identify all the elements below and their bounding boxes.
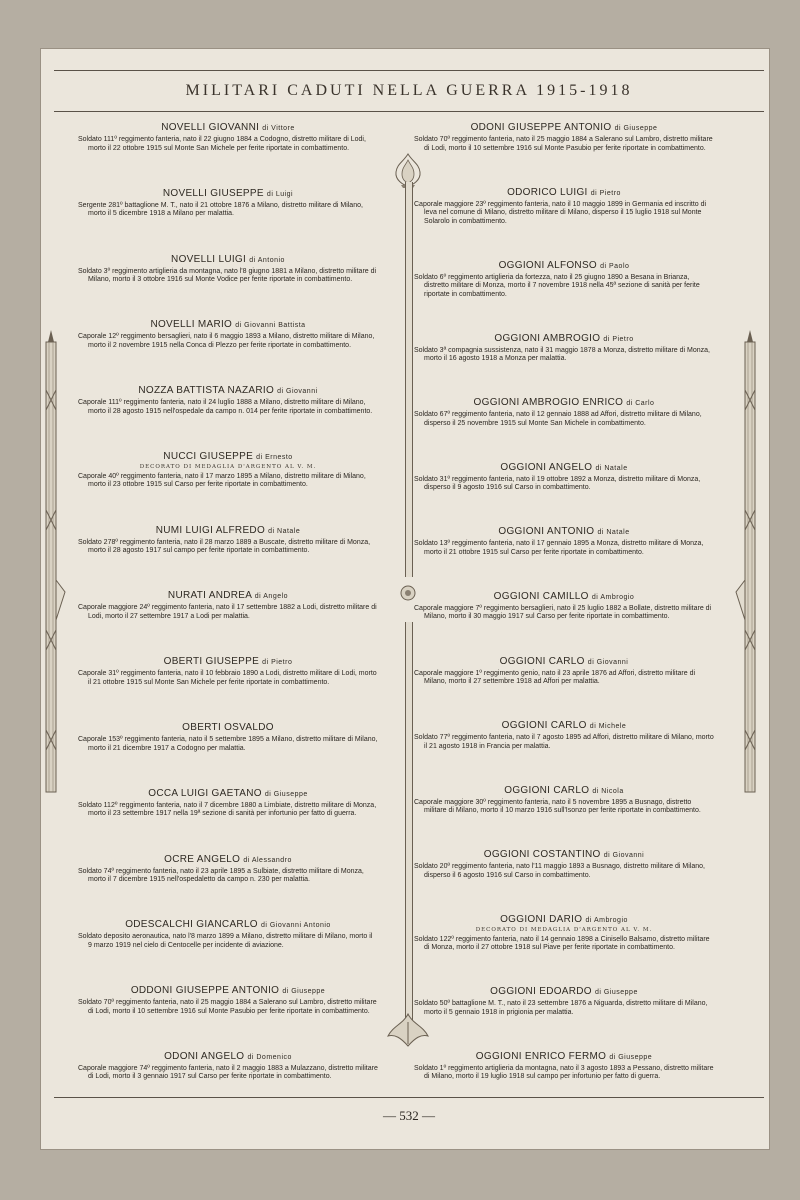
obituary-entry bbox=[78, 451, 378, 490]
right-fasces-icon bbox=[735, 330, 765, 800]
entry-name bbox=[414, 260, 714, 271]
soldier-name: NUCCI GIUSEPPE bbox=[163, 450, 254, 462]
left-column bbox=[78, 122, 378, 1082]
soldier-name: NOVELLI LUIGI bbox=[171, 253, 247, 265]
parent-name: di Carlo bbox=[626, 400, 655, 408]
obituary-entry bbox=[414, 122, 714, 153]
entry-text: Soldato 31º reggimento fanteria, nato il 19 ottobre 1892 a Monza, distretto militare di Monza, disperso il 9 agosto 1916 sul Carso in combattimento. bbox=[414, 475, 701, 492]
obituary-entry bbox=[414, 720, 714, 751]
entry-name bbox=[78, 722, 378, 733]
soldier-name: ODESCALCHI GIANCARLO bbox=[125, 919, 258, 931]
soldier-name: OCRE ANGELO bbox=[164, 853, 241, 865]
soldier-name: ODONI GIUSEPPE ANTONIO bbox=[470, 122, 612, 133]
entry-text: Soldato 111º reggimento fanteria, nato il 22 giugno 1884 a Codogno, distretto militare di Lodi, morto il 22 ottobre 1915 sul Monte San Michele per ferite riportate in combattimento. bbox=[78, 136, 366, 152]
page-footer bbox=[54, 1100, 764, 1132]
parent-name: di Giuseppe bbox=[282, 988, 326, 996]
entry-text: Soldato 122º reggimento fanteria, nato il 14 gennaio 1898 a Cinisello Balsamo, distretto militare di Monza, morto il 27 ottobre 1918 sul Piave per ferite riportate in combattimento. bbox=[414, 935, 710, 952]
entry-name bbox=[414, 333, 714, 344]
entry-name bbox=[414, 986, 714, 997]
obituary-entry bbox=[78, 985, 378, 1016]
parent-name: di Giovanni Battista bbox=[235, 322, 306, 330]
obituary-entry bbox=[78, 525, 378, 556]
obituary-entry bbox=[414, 785, 714, 816]
entry-text: Caporale 111º reggimento fanteria, nato il 24 luglio 1888 a Milano, distretto militare di Milano, morto il 28 agosto 1915 nell'ospedale da campo n. 014 per ferite riportate in combattimento. bbox=[78, 399, 373, 415]
parent-name: di Natale bbox=[268, 527, 301, 535]
soldier-name: OGGIONI ENRICO FERMO bbox=[475, 1050, 607, 1062]
entry-text: Soldato 3ª compagnia sussistenza, nato il 31 maggio 1878 a Monza, distretto militare di Monza, morto il 16 agosto 1918 a Monza per malattia. bbox=[414, 346, 710, 363]
entry-name bbox=[78, 188, 378, 199]
soldier-name: OGGIONI ALFONSO bbox=[498, 259, 597, 271]
soldier-name: OGGIONI CAMILLO bbox=[493, 590, 589, 602]
soldier-name: NOVELLI GIOVANNI bbox=[161, 122, 260, 133]
soldier-name: OGGIONI ANTONIO bbox=[498, 526, 595, 538]
entry-name bbox=[78, 525, 378, 536]
obituary-entry bbox=[78, 590, 378, 621]
page-number: — 532 — bbox=[383, 1108, 435, 1123]
decoration-note: DECORATO DI MEDAGLIA D'ARGENTO AL V. M. bbox=[139, 463, 317, 470]
obituary-entry bbox=[78, 722, 378, 753]
soldier-name: OGGIONI CARLO bbox=[499, 655, 585, 667]
page-title: MILITARI CADUTI NELLA GUERRA 1915-1918 bbox=[185, 82, 633, 99]
obituary-entry bbox=[414, 526, 714, 557]
soldier-name: ODDONI GIUSEPPE ANTONIO bbox=[130, 985, 280, 997]
entry-text: Soldato 67º reggimento fanteria, nato il 12 gennaio 1888 ad Affori, distretto militare di Milano, disperso il 25 novembre 1915 sul Monte San Michele in combattimento. bbox=[414, 411, 702, 427]
soldier-name: OBERTI OSVALDO bbox=[182, 722, 274, 734]
entry-name bbox=[414, 914, 714, 925]
entry-name bbox=[78, 590, 378, 601]
obituary-entry bbox=[414, 260, 714, 300]
entry-name bbox=[414, 591, 714, 602]
entry-name bbox=[414, 122, 714, 133]
soldier-name: NOVELLI GIUSEPPE bbox=[162, 187, 264, 199]
obituary-entry bbox=[414, 914, 714, 953]
torch-rod-lower bbox=[405, 622, 413, 1022]
entry-name bbox=[78, 319, 378, 330]
entry-name bbox=[78, 254, 378, 265]
decoration-note: DECORATO DI MEDAGLIA D'ARGENTO AL V. M. bbox=[475, 926, 653, 933]
obituary-entry bbox=[78, 122, 378, 153]
parent-name: di Ambrogio bbox=[585, 916, 628, 924]
parent-name: di Giuseppe bbox=[614, 125, 658, 132]
entry-text: Caporale maggiore 30º reggimento fanteria, nato il 5 novembre 1895 a Busnago, distretto militare di Milano, morto il 10 marzo 1916 sull'Isonzo per ferite riportate in combattimento. bbox=[414, 798, 701, 815]
soldier-name: OGGIONI EDOARDO bbox=[490, 986, 592, 998]
entry-text: Caporale 40º reggimento fanteria, nato il 17 marzo 1895 a Milano, distretto militare di Milano, morto il 23 ottobre 1915 sul Carso per ferite riportate in combattimento. bbox=[78, 472, 366, 489]
parent-name: di Vittore bbox=[262, 125, 295, 132]
obituary-entry bbox=[414, 849, 714, 880]
parent-name: di Natale bbox=[597, 529, 630, 537]
obituary-entry bbox=[78, 919, 378, 950]
entry-name bbox=[78, 788, 378, 799]
parent-name: di Giuseppe bbox=[594, 989, 638, 997]
entry-text: Caporale maggiore 7º reggimento bersaglieri, nato il 25 luglio 1882 a Bollate, distretto militare di Milano, morto il 30 maggio 1917 sul Carso per ferite riportate in combattimento. bbox=[414, 604, 712, 621]
entry-name bbox=[414, 187, 714, 198]
parent-name: di Angelo bbox=[254, 593, 289, 601]
parent-name: di Alessandro bbox=[243, 856, 292, 864]
soldier-name: OGGIONI AMBROGIO ENRICO bbox=[473, 397, 624, 409]
page-header bbox=[54, 70, 764, 112]
parent-name: di Pietro bbox=[603, 335, 634, 343]
entry-name bbox=[414, 1051, 714, 1062]
soldier-name: OGGIONI DARIO bbox=[500, 913, 583, 925]
parent-name: di Luigi bbox=[266, 190, 294, 198]
entry-name bbox=[414, 526, 714, 537]
obituary-entry bbox=[78, 1051, 378, 1082]
obituary-entry bbox=[414, 656, 714, 687]
entry-text: Caporale maggiore 24º reggimento fanteria, nato il 17 settembre 1882 a Lodi, distretto militare di Lodi, morto il 27 settembre 1917 a Lodi per malattia. bbox=[78, 604, 377, 620]
entry-name bbox=[414, 785, 714, 796]
content-area bbox=[54, 112, 764, 1098]
soldier-name: OGGIONI COSTANTINO bbox=[483, 849, 601, 861]
entry-text: Caporale maggiore 1º reggimento genio, nato il 23 aprile 1876 ad Affori, distretto militare di Milano, morto il 27 settembre 1918 ad Affori per malattia. bbox=[414, 669, 696, 685]
entry-text: Soldato 20º reggimento fanteria, nato l'11 maggio 1893 a Busnago, distretto militare di Milano, disperso il 6 agosto 1916 sul Carso in combattimento. bbox=[414, 863, 705, 879]
soldier-name: OGGIONI AMBROGIO bbox=[494, 332, 601, 344]
obituary-entry bbox=[414, 333, 714, 364]
entry-text: Caporale 31º reggimento fanteria, nato il 10 febbraio 1890 a Lodi, distretto militare di Lodi, morto il 21 ottobre 1915 sul Monte San Michele per ferite riportate in combattimento. bbox=[78, 670, 377, 686]
parent-name: di Nicola bbox=[592, 787, 624, 795]
soldier-name: NUMI LUIGI ALFREDO bbox=[155, 524, 266, 536]
parent-name: di Giuseppe bbox=[609, 1053, 653, 1061]
entry-text: Soldato 77º reggimento fanteria, nato il 7 agosto 1895 ad Affori, distretto militare di Milano, morto il 21 agosto 1918 in Francia per malattia. bbox=[414, 734, 714, 750]
soldier-name: NOVELLI MARIO bbox=[150, 319, 233, 331]
entry-name bbox=[78, 985, 378, 996]
entry-text: Soldato deposito aeronautica, nato l'8 marzo 1899 a Milano, distretto militare di Milano, morto il 9 marzo 1919 nel cielo di Centocelle per incidente di aviazione. bbox=[78, 933, 373, 949]
parent-name: di Domenico bbox=[247, 1053, 292, 1061]
soldier-name: NURATI ANDREA bbox=[167, 590, 252, 602]
entry-text: Soldato 70º reggimento fanteria, nato il 25 maggio 1884 a Salerano sul Lambro, distretto militare di Lodi, morto il 10 settembre 1916 sul Monte Pasubio per ferite riportate in combattimento. bbox=[78, 999, 377, 1015]
obituary-entry bbox=[78, 854, 378, 885]
central-torch-ornament bbox=[405, 152, 411, 1082]
entry-text: Soldato 1º reggimento artiglieria da montagna, nato il 3 agosto 1893 a Pessano, distretto militare di Milano, morto il 19 luglio 1918 sul campo per infortunio per fatto di guerra. bbox=[414, 1064, 714, 1081]
soldier-name: ODONI ANGELO bbox=[164, 1050, 245, 1062]
soldier-name: OBERTI GIUSEPPE bbox=[163, 656, 260, 668]
parent-name: di Giovanni Antonio bbox=[260, 922, 331, 930]
entry-text: Soldato 70º reggimento fanteria, nato il 25 maggio 1884 a Salerano sul Lambro, distretto militare di Lodi, morto il 10 settembre 1916 sul Monte Pasubio per ferite riportate in combattimento. bbox=[414, 136, 713, 152]
parent-name: di Giovanni bbox=[277, 388, 318, 396]
entry-text: Caporale maggiore 23º reggimento fanteria, nato il 10 maggio 1899 in Germania ed inscritto di leva nel comune di Milano, distretto militare di Milano, disperso il 15 luglio 1918 sul Monte Solarolo in combattimento. bbox=[414, 200, 707, 225]
obituary-entry bbox=[414, 462, 714, 493]
entry-text: Soldato 50º battaglione M. T., nato il 23 settembre 1876 a Niguarda, distretto militare di Milano, morto il 5 gennaio 1918 in prigionia per malattia. bbox=[414, 1000, 708, 1016]
soldier-name: NOZZA BATTISTA NAZARIO bbox=[138, 385, 275, 397]
parent-name: di Giovanni bbox=[603, 852, 645, 860]
right-column bbox=[414, 122, 714, 1082]
entry-name bbox=[414, 849, 714, 860]
parent-name: di Ambrogio bbox=[591, 593, 635, 601]
obituary-entry bbox=[78, 656, 378, 687]
parent-name: di Antonio bbox=[249, 256, 285, 264]
parent-name: di Paolo bbox=[600, 262, 630, 270]
soldier-name: OGGIONI CARLO bbox=[501, 720, 587, 732]
obituary-entry bbox=[78, 188, 378, 219]
entry-name bbox=[78, 1051, 378, 1062]
parent-name: di Giovanni bbox=[587, 658, 629, 666]
entry-name bbox=[414, 462, 714, 473]
parent-name: di Giuseppe bbox=[264, 790, 308, 798]
obituary-entry bbox=[78, 254, 378, 285]
entry-text: Caporale 153º reggimento fanteria, nato il 5 settembre 1895 a Milano, distretto militare di Milano, morto il 21 dicembre 1917 a Codogno per malattia. bbox=[78, 736, 378, 752]
obituary-entry bbox=[414, 397, 714, 428]
entry-name bbox=[78, 656, 378, 667]
entry-text: Soldato 278º reggimento fanteria, nato il 28 marzo 1889 a Buscate, distretto militare di Monza, morto il 28 agosto 1917 sul campo per ferite riportate in combattimento. bbox=[78, 538, 371, 555]
parent-name: di Pietro bbox=[590, 189, 621, 197]
entry-text: Soldato 6º reggimento artiglieria da fortezza, nato il 25 giugno 1890 a Besana in Brianza, distretto militare di Monza, morto il 7 novembre 1918 nella 45ª sezione di sanità per ferite riportate in combattimento. bbox=[414, 273, 700, 298]
soldier-name: ODORICO LUIGI bbox=[507, 186, 588, 198]
soldier-name: OCCA LUIGI GAETANO bbox=[148, 787, 262, 799]
entry-name bbox=[78, 854, 378, 865]
torch-rod-upper bbox=[405, 182, 413, 577]
parent-name: di Pietro bbox=[262, 659, 293, 667]
left-fasces-icon bbox=[36, 330, 66, 800]
obituary-entry bbox=[414, 591, 714, 622]
entry-name bbox=[414, 397, 714, 408]
obituary-entry bbox=[78, 788, 378, 819]
entry-text: Soldato 3º reggimento artiglieria da montagna, nato l'8 giugno 1881 a Milano, distretto militare di Milano, morto il 3 ottobre 1916 sul Monte Vodice per ferite riportate in combattimento. bbox=[78, 267, 377, 284]
parent-name: di Natale bbox=[595, 464, 628, 472]
parent-name: di Ernesto bbox=[256, 453, 293, 461]
entry-text: Soldato 112º reggimento fanteria, nato il 7 dicembre 1880 a Limbiate, distretto militare di Monza, morto il 23 settembre 1917 nella 19ª sezione di sanità per infortunio per fatto di guerra. bbox=[78, 801, 377, 818]
obituary-entry bbox=[414, 187, 714, 227]
soldier-name: OGGIONI CARLO bbox=[504, 784, 590, 796]
obituary-entry bbox=[414, 1051, 714, 1082]
entry-text: Caporale maggiore 74º reggimento fanteria, nato il 2 maggio 1883 a Mulazzano, distretto militare di Lodi, morto il 3 gennaio 1917 sul Carso per ferite riportate in combattimento. bbox=[78, 1064, 378, 1081]
obituary-entry bbox=[78, 319, 378, 350]
entry-name bbox=[414, 656, 714, 667]
entry-name bbox=[78, 451, 378, 462]
entry-name bbox=[78, 122, 378, 133]
parent-name: di Michele bbox=[589, 723, 627, 731]
obituary-entry bbox=[78, 385, 378, 416]
soldier-name: OGGIONI ANGELO bbox=[500, 461, 593, 473]
entry-name bbox=[414, 720, 714, 731]
entry-name bbox=[78, 385, 378, 396]
entry-text: Caporale 12º reggimento bersaglieri, nato il 6 maggio 1893 a Milano, distretto militare di Milano, morto il 2 novembre 1915 nella Conca di Plezzo per ferite riportate in combattimento. bbox=[78, 333, 375, 349]
entry-text: Sergente 281º battaglione M. T., nato il 21 ottobre 1876 a Milano, distretto militare di Milano, morto il 5 dicembre 1918 a Milano per malattia. bbox=[78, 201, 363, 218]
entry-text: Soldato 13º reggimento fanteria, nato il 17 gennaio 1895 a Monza, distretto militare di Monza, morto il 21 ottobre 1915 sul Carso per ferite riportate in combattimento. bbox=[414, 540, 704, 556]
entry-name bbox=[78, 919, 378, 930]
obituary-entry bbox=[414, 986, 714, 1017]
entry-text: Soldato 74º reggimento fanteria, nato il 23 aprile 1895 a Sulbiate, distretto militare di Monza, morto il 7 dicembre 1915 nell'ospedaletto da campo n. 230 per malattia. bbox=[78, 867, 364, 884]
